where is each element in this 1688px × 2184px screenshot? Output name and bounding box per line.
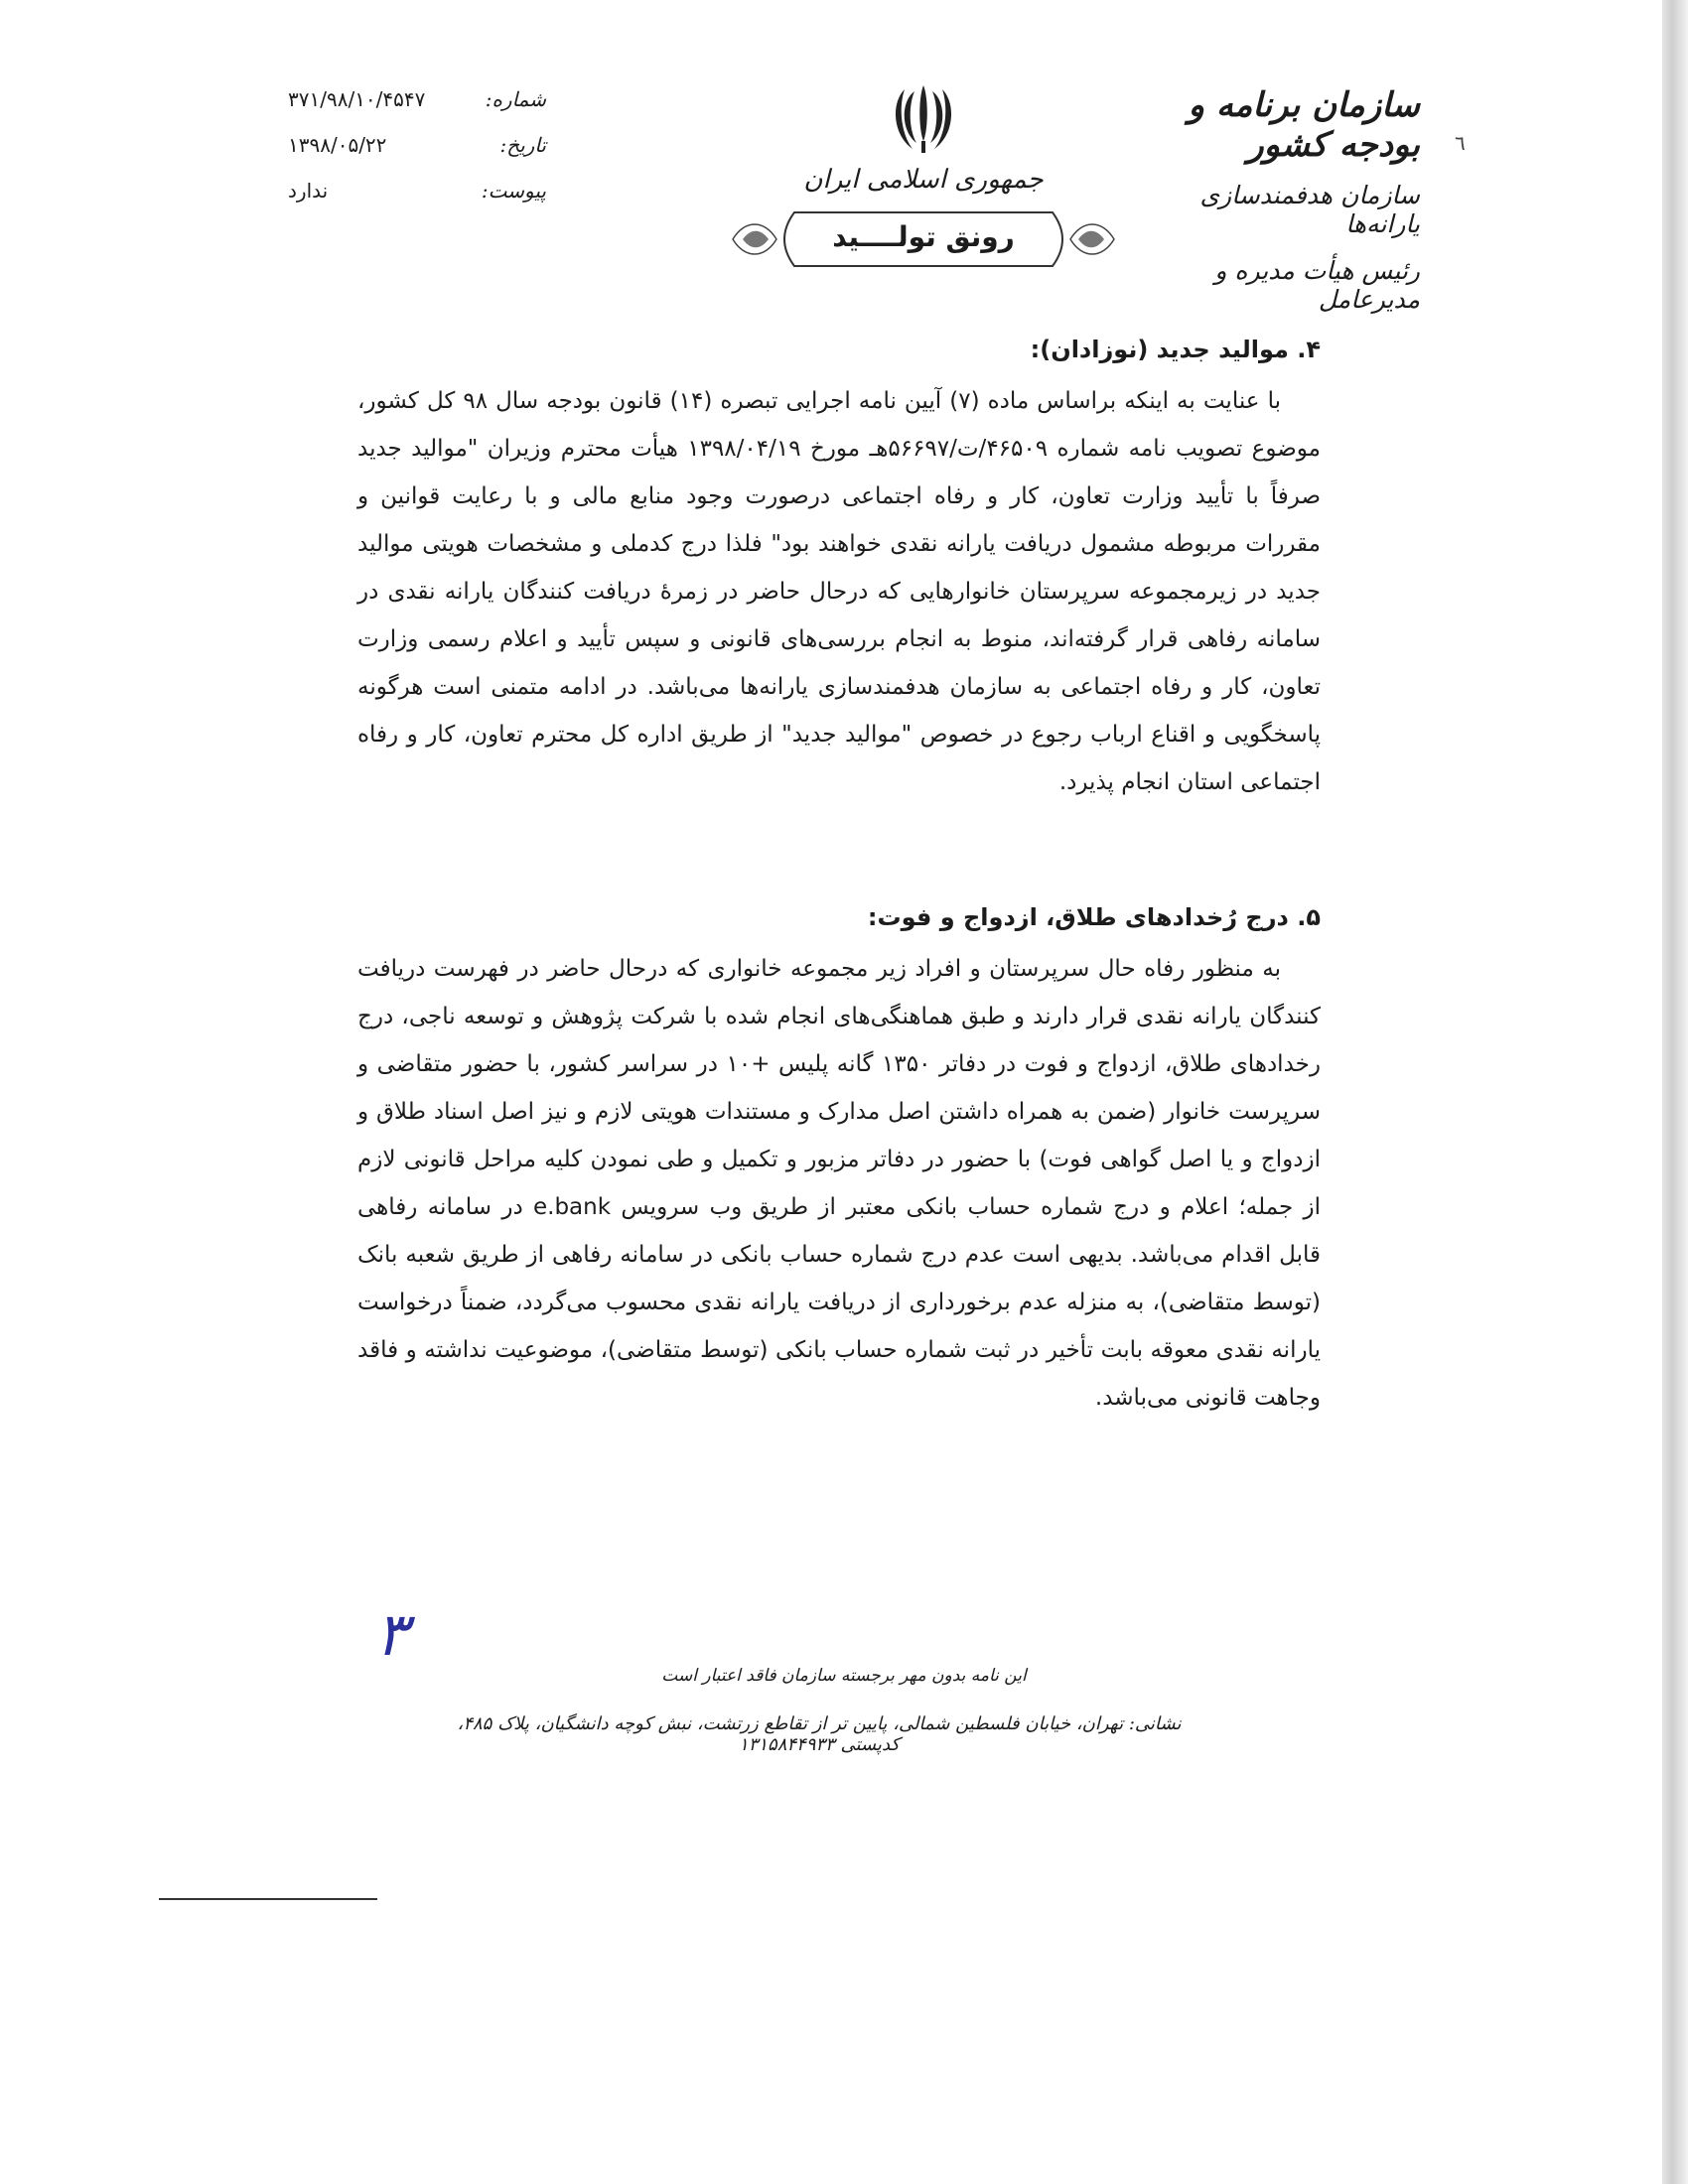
validity-note: این نامه بدون مهر برجسته سازمان فاقد اعتبار است [661,1666,1027,1686]
section-paragraph: به منظور رفاه حال سرپرستان و افراد زیر مجموعه خانواری که درحال حاضر در فهرست دریافت کنندگان یارانه نقدی قرار دارند و طبق هماهنگی‌های انجام شده با شرکت پژوهش و توسعه ناجی، درج رخدادهای طلاق، ازدواج و فوت در دفاتر ۱۳۵۰ گانه پلیس +۱۰ در سراسر کشور، با حضور متقاضی و سرپرست خانوار (ضمن به همراه داشتن اصل مدارک و مستندات هویتی لازم و نیز اصل اسناد طلاق و ازدواج و یا اصل گواهی فوت) با حضور در دفاتر مزبور و تکمیل و طی نمودن کلیه مراحل قانونی لازم از جمله؛ اعلام و درج شماره حساب بانکی معتبر از طریق وب سرویس e.bank در سامانه رفاهی قابل اقدام می‌باشد. بدیهی است عدم درج شماره حساب بانکی در سامانه رفاهی از طریق شعبه بانک (توسط متقاضی)، به منزله عدم برخورداری از دریافت یارانه نقدی محسوب می‌گردد، ضمناً درخواست یارانه نقدی معوقه بابت تأخیر در ثبت شماره حساب بانکی (توسط متقاضی)، موضوعیت نداشته و فاقد وجاهت قانونی می‌باشد. [357,956,1322,1411]
section-life-events [357,895,1321,1422]
footer-address: نشانی: تهران، خیابان فلسطین شمالی، پایین تر از تقاطع زرتشت، نبش کوچه دانشگیان، پلاک ۴۸۵، کدپستی ۱۳۱۵۸۴۴۹۳۳ [457,1713,1182,1755]
republic-name: جمهوری اسلامی ایران [803,165,1044,195]
section-newborns [357,328,1321,806]
attachment-value: ندارد [288,179,329,203]
letter-date-label: تاریخ: [499,133,546,157]
iran-emblem-icon [725,79,1122,159]
attachment-row [288,179,546,203]
slogan: رونق تولــــید [832,220,1015,253]
sub-organization-name: سازمان هدفمندسازی یارانه‌ها [1199,181,1420,238]
scan-edge [1662,0,1688,2184]
letter-number-value: ۳۷۱/۹۸/۱۰/۴۵۴۷ [288,87,426,111]
handwritten-page-number: ۳ [375,1600,408,1670]
signatory-position: رئیس هیأت مدیره و مدیرعامل [1214,256,1420,314]
emblem-block [725,79,1122,274]
section-heading: ۵. درج رُخدادهای طلاق، ازدواج و فوت: [867,903,1321,931]
section-heading: ۴. موالید جدید (نوزادان): [1030,336,1321,363]
attachment-label: پیوست: [481,179,546,203]
organization-name: سازمان برنامه و بودجه کشور [1188,85,1420,165]
letter-metadata [288,87,546,224]
bottom-rule [159,1898,377,1900]
letter-date-row [288,133,546,157]
letter-number-row [288,87,546,111]
letter-number-label: شماره: [485,87,546,111]
corner-mark: ٦ [1455,131,1466,155]
organization-block [1162,85,1420,332]
slogan-banner [725,205,1122,274]
letter-body [357,328,1321,1422]
section-paragraph: با عنایت به اینکه براساس ماده (۷) آیین نامه اجرایی تبصره (۱۴) قانون بودجه سال ۹۸ کل کشور، موضوع تصویب نامه شماره ۴۶۵۰۹/ت/۵۶۶۹۷هـ مورخ ۱۳۹۸/۰۴/۱۹ هیأت محترم وزیران "موالید جدید صرفاً با تأیید وزارت تعاون، کار و رفاه اجتماعی درصورت وجود منابع مالی و با رعایت قوانین و مقررات مربوطه مشمول دریافت یارانه نقدی خواهند بود" فلذا درج کدملی و مشخصات هویتی موالید جدید در زیرمجموعه سرپرستان خانوارهایی که درحال حاضر در زمرهٔ دریافت کنندگان یارانه نقدی در سامانه رفاهی قرار گرفته‌اند، منوط به انجام بررسی‌های قانونی و سپس تأیید و اعلام رسمی وزارت تعاون، کار و رفاه اجتماعی به سازمان هدفمندسازی یارانه‌ها می‌باشد. در ادامه متمنی است هرگونه پاسخگویی و اقناع ارباب رجوع در خصوص "موالید جدید" از طریق اداره کل محترم تعاون، کار و رفاه اجتماعی استان انجام پذیرد. [357,388,1321,795]
letter-date-value: ۱۳۹۸/۰۵/۲۲ [288,133,387,157]
